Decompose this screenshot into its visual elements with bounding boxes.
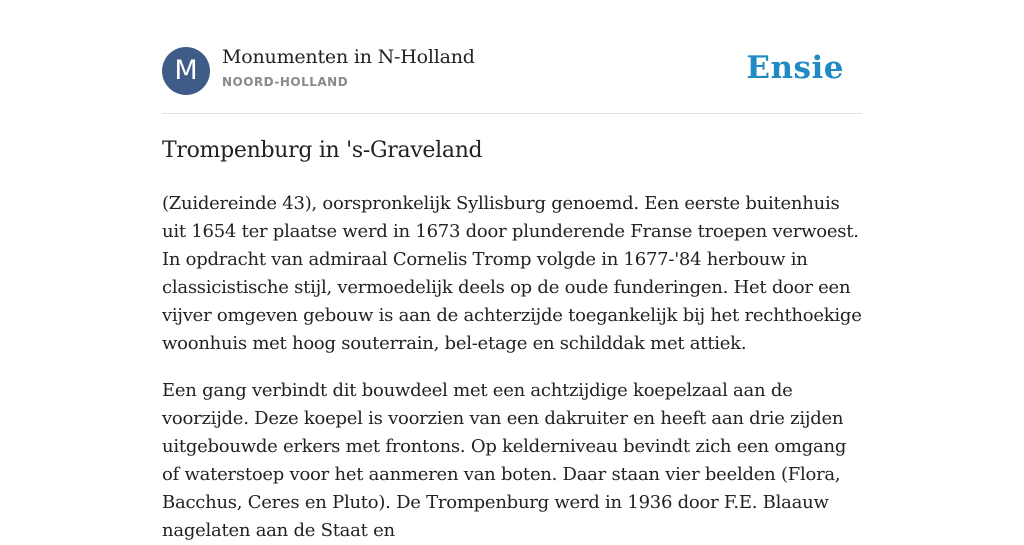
page-container [162,0,862,541]
article-title: Trompenburg in 's-Graveland [162,138,483,163]
avatar[interactable]: M [162,47,210,95]
brand-logo[interactable]: Ensie [746,50,844,86]
channel-subtitle: NOORD-HOLLAND [222,75,349,89]
article-paragraph: Een gang verbindt dit bouwdeel met een achtzijdige koepelzaal aan de voorzijde. Deze koepel is voorzien van een dakruiter en heeft aan drie zijden uitgebouwde erkers met frontons. Op kelderniveau bevindt zich een omgang of waterstoep voor het aanmeren van boten. Daar staan vier beelden (Flora, Bacchus, Ceres en Pluto). De Trompenburg werd in 1936 door F.E. Blaauw nagelaten aan de Staat en [162,380,847,541]
article-paragraph: (Zuidereinde 43), oorspronkelijk Syllisburg genoemd. Een eerste buitenhuis uit 1654 ter plaatse werd in 1673 door plunderende Franse troepen verwoest. In opdracht van admiraal Cornelis Tromp volgde in 1677-'84 herbouw in classicistische stijl, vermoedelijk deels op de oude funderingen. Het door een vijver omgeven gebouw is aan de achterzijde toegankelijk bij het rechthoekige woonhuis met hoog souterrain, bel-etage en schilddak met attiek. [162,193,862,354]
channel-title[interactable]: Monumenten in N-Holland [222,46,475,68]
header [162,0,862,114]
